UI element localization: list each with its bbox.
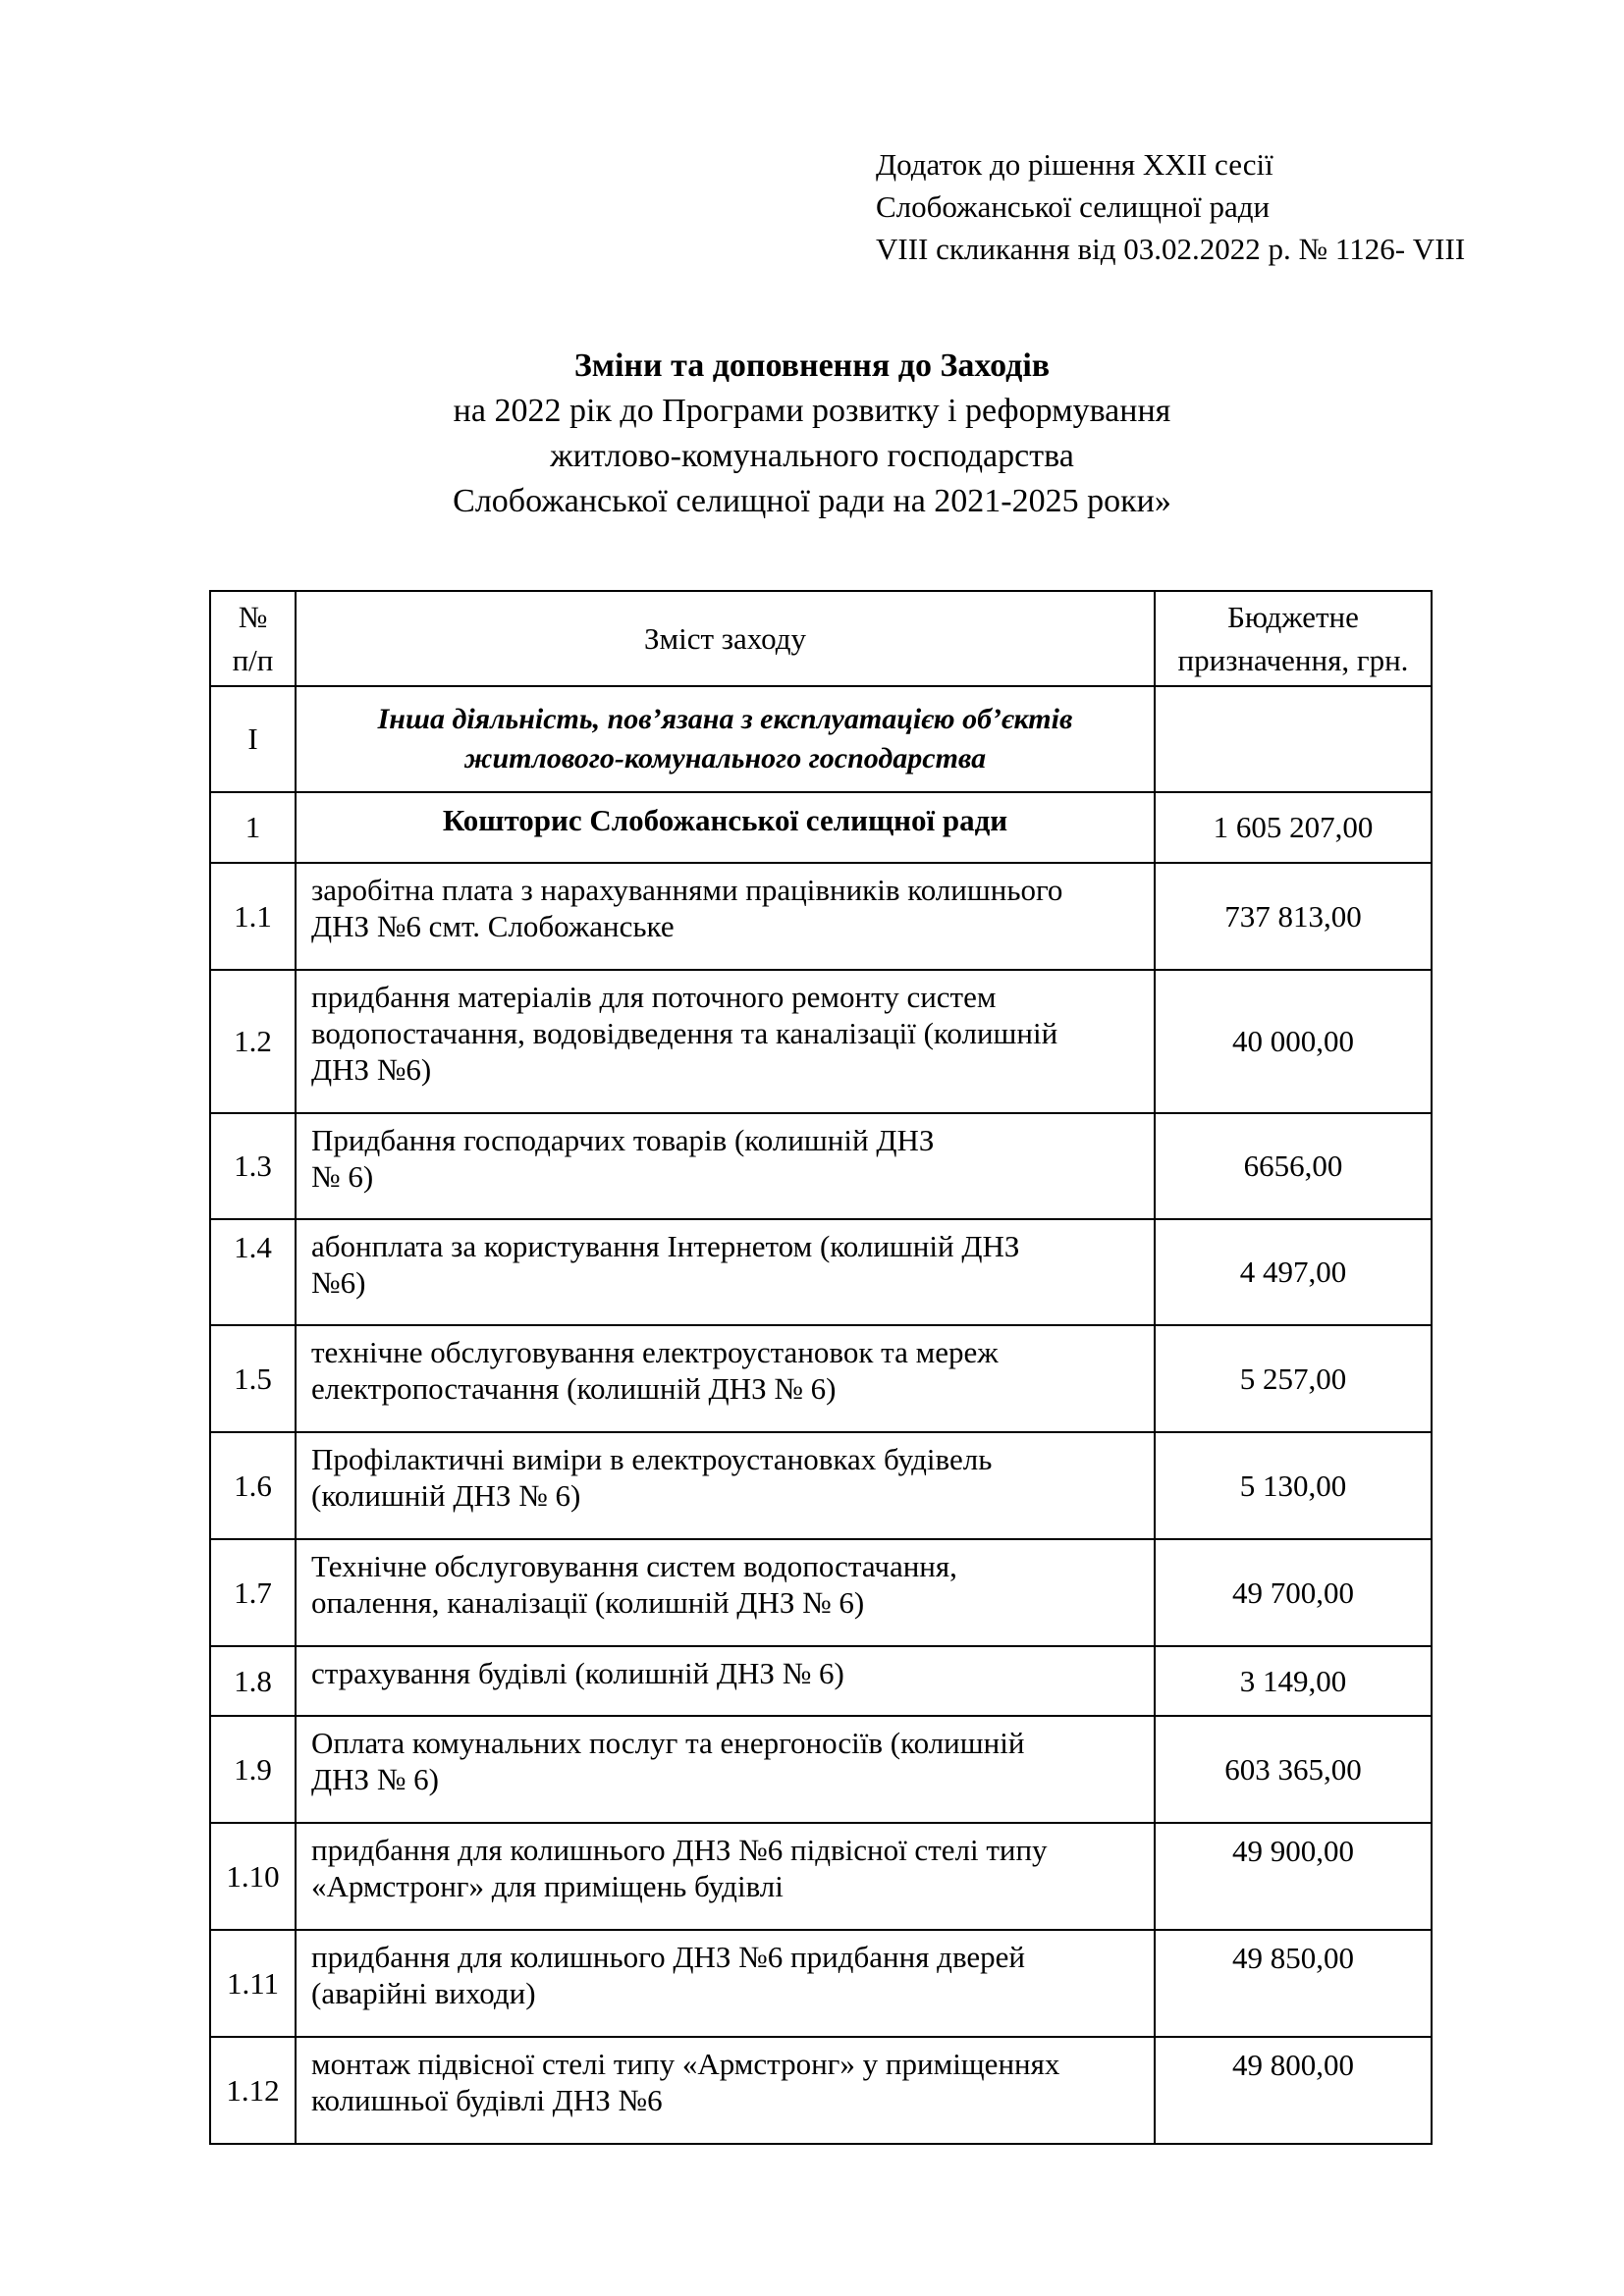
row-num: 1.5	[210, 1325, 296, 1432]
row-text	[296, 1823, 1155, 1930]
appendix-note	[876, 143, 1465, 270]
section-title-line-2: житлового-комунального господарства	[463, 742, 987, 774]
row-num: 1.12	[210, 2037, 296, 2144]
row-text-line: придбання для колишнього ДНЗ №6 підвісної стелі типу	[311, 1833, 1048, 1867]
header-num-line-2: п/п	[232, 642, 274, 677]
budget-table	[209, 590, 1433, 2145]
row-text-line: Профілактичні виміри в електроустановках будівель	[311, 1442, 993, 1476]
document-title	[0, 344, 1624, 524]
row-amount: 5 130,00	[1155, 1432, 1432, 1539]
row-text	[296, 1930, 1155, 2037]
appendix-line-3: VIII скликання від 03.02.2022 р. № 1126- VIII	[876, 232, 1466, 266]
row-text-line: електропостачання (колишній ДНЗ № 6)	[311, 1371, 837, 1406]
row-amount: 6656,00	[1155, 1113, 1432, 1219]
row-num: 1.3	[210, 1113, 296, 1219]
row-text-line: монтаж підвісної стелі типу «Армстронг» у приміщеннях	[311, 2047, 1060, 2081]
row-num: 1.9	[210, 1716, 296, 1823]
header-budget	[1155, 591, 1432, 686]
subsection-title: Кошторис Слобожанської селищної ради	[296, 792, 1155, 863]
row-num: 1.6	[210, 1432, 296, 1539]
appendix-line-2: Слобожанської селищної ради	[876, 189, 1271, 224]
table-row	[210, 863, 1432, 970]
row-amount: 40 000,00	[1155, 970, 1432, 1113]
row-text-line: абонплата за користування Інтернетом (колишній ДНЗ	[311, 1229, 1020, 1263]
row-amount: 49 700,00	[1155, 1539, 1432, 1646]
table-header-row	[210, 591, 1432, 686]
row-text	[296, 1113, 1155, 1219]
row-num: 1.4	[210, 1219, 296, 1325]
row-num: 1.11	[210, 1930, 296, 2037]
row-amount: 3 149,00	[1155, 1646, 1432, 1716]
row-text	[296, 1716, 1155, 1823]
row-amount: 49 800,00	[1155, 2037, 1432, 2144]
table-row	[210, 1432, 1432, 1539]
row-text-line: ДНЗ №6 смт. Слобожанське	[311, 909, 675, 943]
row-num: 1.10	[210, 1823, 296, 1930]
row-text	[296, 863, 1155, 970]
row-text-line: технічне обслуговування електроустановок та мереж	[311, 1335, 999, 1369]
row-text	[296, 1219, 1155, 1325]
title-line-3: житлово-комунального господарства	[550, 438, 1074, 474]
section-num: I	[210, 686, 296, 792]
row-text	[296, 1325, 1155, 1432]
table-row	[210, 1646, 1432, 1716]
row-text	[296, 2037, 1155, 2144]
title-line-2: на 2022 рік до Програми розвитку і реформування	[453, 393, 1171, 429]
row-num: 1.8	[210, 1646, 296, 1716]
row-amount: 49 850,00	[1155, 1930, 1432, 2037]
header-budget-line-1: Бюджетне	[1227, 599, 1359, 634]
row-amount: 603 365,00	[1155, 1716, 1432, 1823]
row-text-line: водопостачання, водовідведення та каналізації (колишній	[311, 1016, 1058, 1050]
row-num: 1.7	[210, 1539, 296, 1646]
section-amount	[1155, 686, 1432, 792]
table-row	[210, 1113, 1432, 1219]
row-text-line: придбання для колишнього ДНЗ №6 придбання дверей	[311, 1940, 1026, 1974]
row-text-line: Оплата комунальних послуг та енергоносіїв (колишній	[311, 1726, 1025, 1760]
row-amount: 4 497,00	[1155, 1219, 1432, 1325]
row-amount: 737 813,00	[1155, 863, 1432, 970]
row-text	[296, 1646, 1155, 1716]
row-amount: 5 257,00	[1155, 1325, 1432, 1432]
table-row	[210, 1930, 1432, 2037]
row-text	[296, 1539, 1155, 1646]
header-content: Зміст заходу	[296, 591, 1155, 686]
row-text-line: заробітна плата з нарахуваннями працівників колишнього	[311, 873, 1063, 907]
row-text-line: колишньої будівлі ДНЗ №6	[311, 2083, 663, 2117]
row-text	[296, 970, 1155, 1113]
row-text-line: «Армстронг» для приміщень будівлі	[311, 1869, 784, 1903]
row-text-line: ДНЗ № 6)	[311, 1762, 439, 1796]
row-text-line: (колишній ДНЗ № 6)	[311, 1478, 581, 1513]
table-row	[210, 1716, 1432, 1823]
row-text-line: опалення, каналізації (колишній ДНЗ № 6)	[311, 1585, 865, 1620]
table-row	[210, 1823, 1432, 1930]
subsection-num: 1	[210, 792, 296, 863]
row-text-line: Придбання господарчих товарів (колишній ДНЗ	[311, 1123, 935, 1157]
row-text-line: ДНЗ №6)	[311, 1052, 432, 1087]
row-text-line: № 6)	[311, 1159, 374, 1194]
title-line-1: Зміни та доповнення до Заходів	[573, 347, 1051, 384]
header-budget-line-2: призначення, грн.	[1177, 642, 1409, 677]
title-line-4: Слобожанської селищної ради на 2021-2025 роки»	[453, 483, 1171, 519]
header-num-line-1: №	[238, 599, 268, 634]
row-text-line: страхування будівлі (колишній ДНЗ № 6)	[311, 1656, 844, 1690]
section-row	[210, 686, 1432, 792]
subsection-amount: 1 605 207,00	[1155, 792, 1432, 863]
header-num	[210, 591, 296, 686]
table-row	[210, 1539, 1432, 1646]
row-text-line: №6)	[311, 1265, 366, 1300]
table-row	[210, 1219, 1432, 1325]
row-text-line: придбання матеріалів для поточного ремонту систем	[311, 980, 997, 1014]
row-text-line: Технічне обслуговування систем водопостачання,	[311, 1549, 957, 1583]
table-row	[210, 2037, 1432, 2144]
subsection-row	[210, 792, 1432, 863]
row-num: 1.1	[210, 863, 296, 970]
row-text-line: (аварійні виходи)	[311, 1976, 536, 2010]
table-row	[210, 1325, 1432, 1432]
row-num: 1.2	[210, 970, 296, 1113]
row-amount: 49 900,00	[1155, 1823, 1432, 1930]
row-text	[296, 1432, 1155, 1539]
section-title	[296, 686, 1155, 792]
appendix-line-1: Додаток до рішення XXII сесії	[876, 147, 1273, 182]
table-row	[210, 970, 1432, 1113]
section-title-line-1: Інша діяльність, пов’язана з експлуатацією об’єктів	[377, 703, 1073, 735]
